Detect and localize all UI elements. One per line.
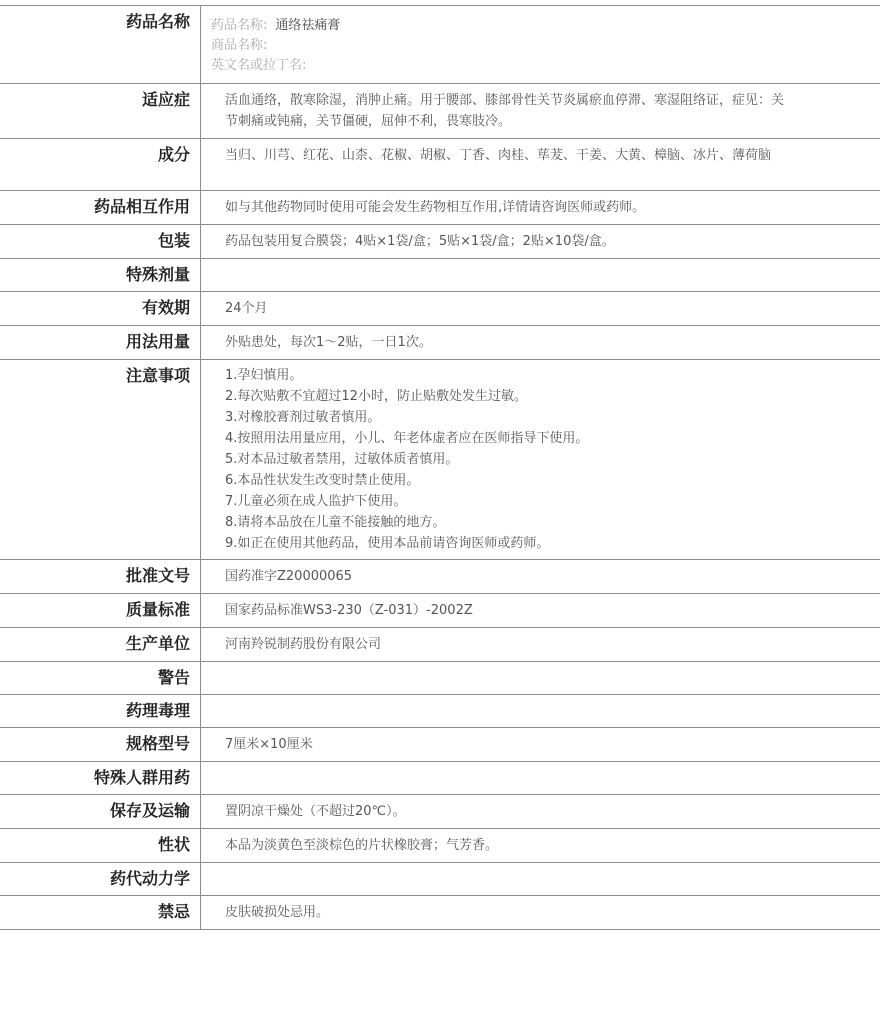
note-item: 6.本品性状发生改变时禁止使用。 bbox=[225, 473, 420, 488]
row-interaction bbox=[0, 191, 880, 225]
row-pharmacokinetics bbox=[0, 863, 880, 896]
trade-name-line bbox=[211, 36, 860, 56]
row-standard bbox=[0, 594, 880, 628]
note-item: 4.按照用法用量应用，小儿、年老体虚者应在医师指导下使用。 bbox=[225, 431, 589, 446]
row-spec bbox=[0, 728, 880, 762]
standard-value: 国家药品标准WS3-230（Z-031）-2002Z bbox=[225, 603, 473, 618]
row-pharmacology bbox=[0, 695, 880, 728]
storage-value: 置阴凉干燥处（不超过20℃）。 bbox=[225, 804, 406, 819]
row-label: 警告 bbox=[0, 662, 201, 695]
ingredients-value: 当归、川芎、红花、山柰、花椒、胡椒、丁香、肉桂、荜茇、干姜、大黄、樟脑、冰片、薄荷脑 bbox=[225, 148, 772, 163]
drug-spec-table bbox=[0, 5, 880, 930]
row-label: 注意事项 bbox=[0, 360, 201, 560]
note-item: 5.对本品过敏者禁用，过敏体质者慎用。 bbox=[225, 452, 459, 467]
validity-value: 24个月 bbox=[225, 301, 268, 316]
row-drug-name bbox=[0, 6, 880, 84]
note-item: 3.对橡胶膏剂过敏者慎用。 bbox=[225, 410, 381, 425]
pharmacokinetics-value bbox=[201, 863, 880, 896]
note-item: 1.孕妇慎用。 bbox=[225, 368, 303, 383]
row-label: 药代动力学 bbox=[0, 863, 201, 896]
row-label: 批准文号 bbox=[0, 560, 201, 594]
row-label: 包装 bbox=[0, 225, 201, 259]
note-item: 9.如正在使用其他药品，使用本品前请咨询医师或药师。 bbox=[225, 536, 550, 551]
row-label: 特殊人群用药 bbox=[0, 762, 201, 795]
notes-list bbox=[225, 365, 790, 554]
row-label: 适应症 bbox=[0, 84, 201, 139]
note-item: 8.请将本品放在儿童不能接触的地方。 bbox=[225, 515, 446, 530]
english-name-label: 英文名或拉丁名: bbox=[211, 58, 307, 73]
approval-value: 国药准字Z20000065 bbox=[225, 569, 353, 584]
row-notes bbox=[0, 360, 880, 560]
english-name-line bbox=[211, 56, 860, 76]
row-label: 质量标准 bbox=[0, 594, 201, 628]
row-contraindication bbox=[0, 896, 880, 930]
notes-value bbox=[201, 360, 880, 560]
row-label: 用法用量 bbox=[0, 326, 201, 360]
note-item: 7.儿童必须在成人监护下使用。 bbox=[225, 494, 407, 509]
row-label: 特殊剂量 bbox=[0, 259, 201, 292]
row-validity bbox=[0, 292, 880, 326]
note-item: 2.每次贴敷不宜超过12小时，防止贴敷处发生过敏。 bbox=[225, 389, 527, 404]
generic-name-value: 通络祛痛膏 bbox=[275, 18, 341, 33]
row-label: 药品名称 bbox=[0, 6, 201, 84]
row-package bbox=[0, 225, 880, 259]
row-label: 成分 bbox=[0, 139, 201, 191]
package-value: 药品包装用复合膜袋；4贴×1袋/盒；5贴×1袋/盒；2贴×10袋/盒。 bbox=[225, 234, 615, 249]
row-warning bbox=[0, 662, 880, 695]
row-label: 药理毒理 bbox=[0, 695, 201, 728]
row-indication bbox=[0, 84, 880, 139]
generic-name-line bbox=[211, 16, 860, 36]
pharmacology-value bbox=[201, 695, 880, 728]
appearance-value: 本品为淡黄色至淡棕色的片状橡胶膏；气芳香。 bbox=[225, 838, 499, 853]
indication-value: 活血通络，散寒除湿，消肿止痛。用于腰部、膝部骨性关节炎属瘀血停滞、寒湿阻络证，症见：关节刺痛或钝痛，关节僵硬，屈伸不利，畏寒肢冷。 bbox=[225, 93, 785, 129]
row-special-dose bbox=[0, 259, 880, 292]
drug-name-block bbox=[201, 6, 880, 84]
spec-value: 7厘米×10厘米 bbox=[225, 737, 313, 752]
row-usage bbox=[0, 326, 880, 360]
row-label: 性状 bbox=[0, 829, 201, 863]
row-manufacturer bbox=[0, 628, 880, 662]
row-label: 规格型号 bbox=[0, 728, 201, 762]
manufacturer-value: 河南羚锐制药股份有限公司 bbox=[225, 637, 382, 652]
trade-name-label: 商品名称: bbox=[211, 38, 268, 53]
interaction-value: 如与其他药物同时使用可能会发生药物相互作用,详情请咨询医师或药师。 bbox=[225, 200, 646, 215]
row-label: 禁忌 bbox=[0, 896, 201, 930]
contraindication-value: 皮肤破损处忌用。 bbox=[225, 905, 330, 920]
row-label: 保存及运输 bbox=[0, 795, 201, 829]
generic-name-label: 药品名称: bbox=[211, 18, 268, 33]
special-population-value bbox=[201, 762, 880, 795]
row-label: 药品相互作用 bbox=[0, 191, 201, 225]
warning-value bbox=[201, 662, 880, 695]
special-dose-value bbox=[201, 259, 880, 292]
row-label: 有效期 bbox=[0, 292, 201, 326]
row-ingredients bbox=[0, 139, 880, 191]
usage-value: 外贴患处，每次1～2贴，一日1次。 bbox=[225, 335, 432, 350]
row-approval bbox=[0, 560, 880, 594]
row-appearance bbox=[0, 829, 880, 863]
row-label: 生产单位 bbox=[0, 628, 201, 662]
row-special-population bbox=[0, 762, 880, 795]
row-storage bbox=[0, 795, 880, 829]
